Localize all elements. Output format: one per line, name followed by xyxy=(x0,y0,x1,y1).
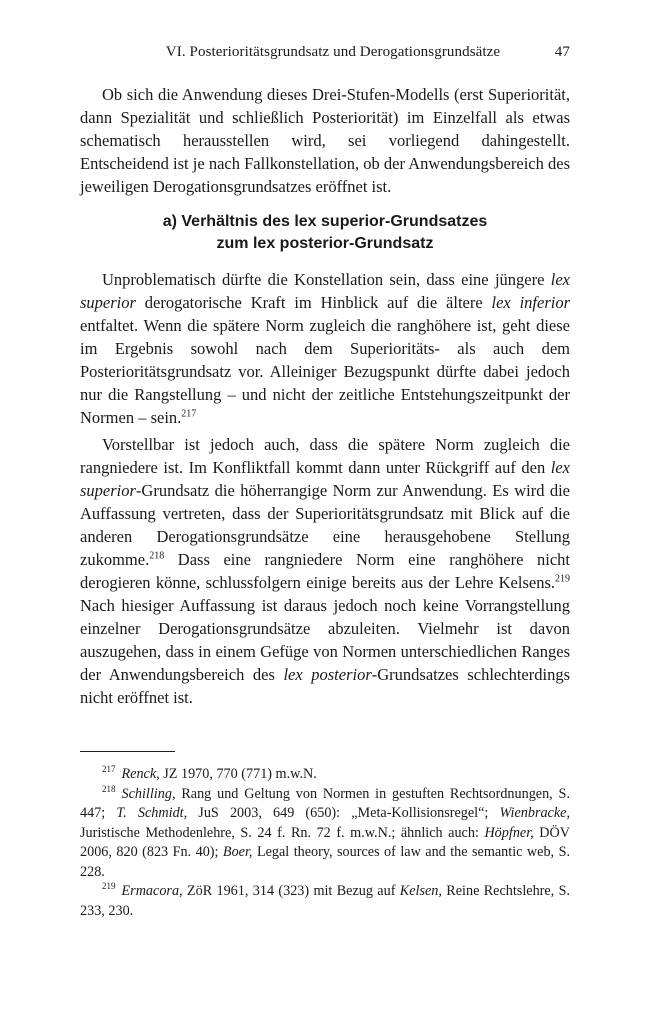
paragraph-1: Ob sich die Anwendung dieses Drei-Stufen-Modells (erst Superiorität, dann Spezialität und schließlich Posteriorität) im Einzelfall als etwas schematisch herausstellen wird, sei vorliegend dahingestellt. Entscheidend ist je nach Fallkonstellation, ob der Anwendungsbereich des jeweiligen Derogationsgrundsatzes eröffnet ist. xyxy=(80,85,570,196)
footnote-text: Rang und Geltung von Normen in gestuften Rechtsordnungen, S. 447; xyxy=(80,785,570,821)
footnote-text: Juristische Methodenlehre, S. 24 f. Rn. 72 f. m.w.N.; ähnlich auch: xyxy=(80,824,485,841)
term-lex-superior: lex superior xyxy=(80,458,570,500)
footnote-text: Reine Rechtslehre, S. 233, 230. xyxy=(80,883,571,919)
footnote-author: Schilling, xyxy=(121,785,176,802)
footnote-text: DÖV 2006, 820 (823 Fn. 40); xyxy=(80,824,570,860)
paragraph-2-text-2: derogatorische Kraft im Hinblick auf die ältere xyxy=(135,293,492,312)
footnote-text: JuS 2003, 649 (650): „Meta-Kollisionsregel“; xyxy=(187,805,500,821)
footnote-author: Höpfner, xyxy=(484,824,534,841)
footnote-number: 219 xyxy=(102,881,116,892)
footnote-author: Kelsen, xyxy=(399,883,442,899)
footnote-number: 217 xyxy=(102,764,116,775)
term-lex-superior: lex superior xyxy=(80,270,570,312)
footnote-ref-219[interactable]: 219 xyxy=(555,573,570,585)
paragraph-3-text-5: -Grundsatzes schlechterdings nicht eröffnet ist. xyxy=(80,665,570,707)
section-heading-line-1: a) Verhältnis des lex superior-Grundsatzes xyxy=(162,213,488,230)
footnote-author: Wienbracke, xyxy=(499,805,570,821)
footnote-219 xyxy=(80,882,570,921)
footnote-author: Ermacora, xyxy=(121,883,183,899)
footnote-ref-218[interactable]: 218 xyxy=(149,550,165,562)
paragraph-3-text-1: Vorstellbar ist jedoch auch, dass die spätere Norm zugleich die rangniedere ist. Im Konfliktfall kommt dann unter Rückgriff auf den xyxy=(80,435,570,477)
paragraph-3 xyxy=(80,433,570,709)
paragraph-2-text-1: Unproblematisch dürfte die Konstellation sein, dass eine jüngere xyxy=(102,270,551,289)
footnote-text: JZ 1970, 770 (771) m.w.N. xyxy=(159,766,317,782)
footnote-author: Boer, xyxy=(222,844,253,860)
section-heading xyxy=(80,211,570,255)
running-head xyxy=(80,44,570,61)
footnote-number: 218 xyxy=(102,783,116,794)
paragraph-3-text-2: -Grundsatz die höherrangige Norm zur Anwendung. Es wird die Auffassung vertreten, dass der Superioritätsgrundsatz mit Blick auf die anderen Derogationsgrundsätze eine herausgehobene Stellung zukomme. xyxy=(80,481,570,569)
footnote-ref-217[interactable]: 217 xyxy=(181,408,197,420)
paragraph-3-text-4: Nach hiesiger Auffassung ist daraus jedoch noch keine Vorrangstellung einzelner Derogationsgrundsätze abzuleiten. Vielmehr ist davon auszugehen, dass in einem Gefüge von Normen unterschiedlichen Ranges der Anwendungsbereich des xyxy=(80,596,570,684)
term-lex-posterior: lex posterior xyxy=(283,665,372,684)
body-text xyxy=(80,83,570,709)
paragraph-2-text-3: entfaltet. Wenn die spätere Norm zugleich die ranghöhere ist, geht diese im Ergebnis sowohl nach dem Superioritäts- als auch dem Posterioritätsgrundsatz vor. Alleiniger Bezugspunkt dürfte dabei jedoch nur die Rangstellung – und nicht der zeitliche Entstehungszeitpunkt der Normen – sein. xyxy=(80,316,570,427)
page-body xyxy=(80,44,570,709)
term-lex-inferior: lex inferior xyxy=(491,293,570,312)
footnote-217 xyxy=(80,765,570,785)
paragraph-3-text-3: Dass eine rangniedere Norm eine ranghöhere nicht derogieren könne, schlussfolgern einige bereits aus der Lehre Kelsens. xyxy=(80,550,570,592)
running-head-title: VI. Posterioritätsgrundsatz und Derogationsgrundsätze xyxy=(165,44,501,60)
paragraph-2 xyxy=(80,268,570,429)
footnote-author: T. Schmidt, xyxy=(116,805,188,821)
footnote-text: ZöR 1961, 314 (323) mit Bezug auf xyxy=(182,883,400,899)
section-heading-line-2: zum lex posterior-Grundsatz xyxy=(216,235,434,252)
footnote-218 xyxy=(80,785,570,883)
footnotes xyxy=(80,751,570,921)
footnote-divider xyxy=(80,751,175,752)
page-number: 47 xyxy=(554,44,570,60)
footnote-author: Renck, xyxy=(121,766,160,782)
footnote-text: Legal theory, sources of law and the semantic web, S. 228. xyxy=(80,844,570,880)
